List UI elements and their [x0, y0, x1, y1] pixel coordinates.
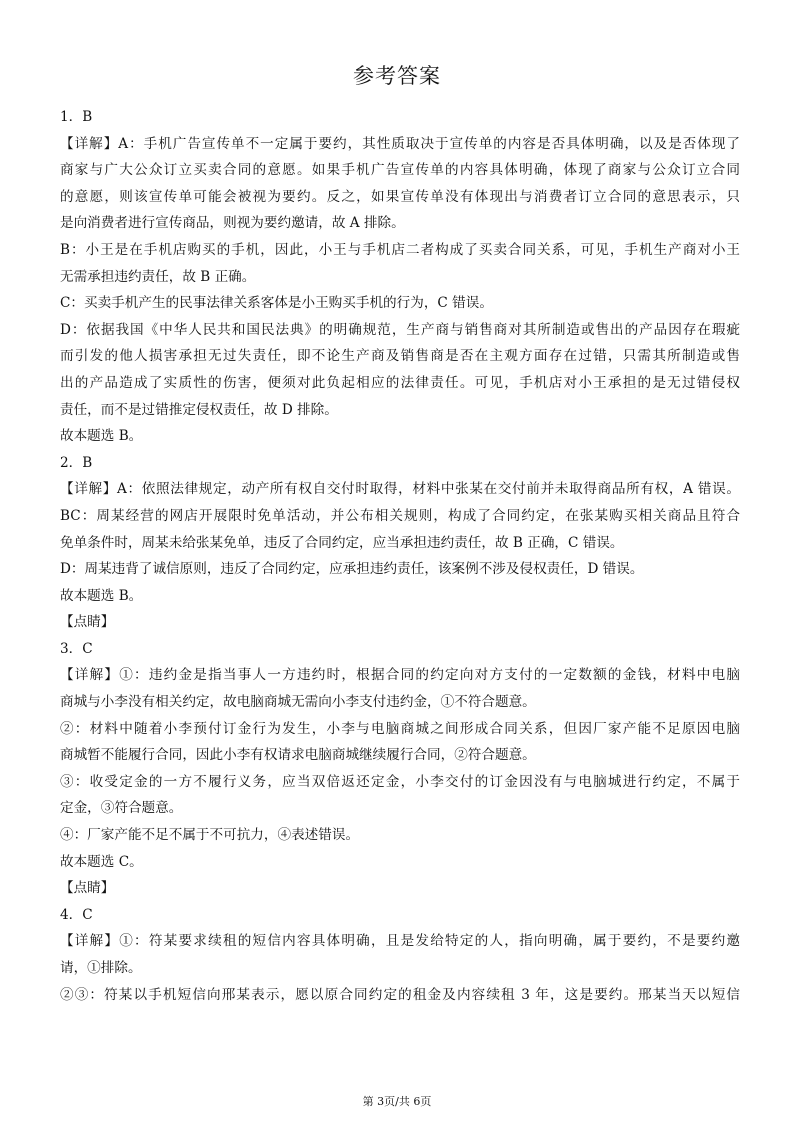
- text-line: ④：厂家产能不足不属于不可抗力，④表述错误。: [60, 827, 360, 844]
- text-line: 请，①排除。: [60, 960, 142, 976]
- text-line: 4．C: [60, 906, 93, 923]
- page-number: 第 3页/共 6页: [362, 1095, 432, 1108]
- page-title: 参考答案: [353, 64, 441, 88]
- text-line: 【详解】①：违约金是指当事人一方违约时，根据合同的约定向对方支付的一定数额的金钱，材料中电脑: [60, 667, 740, 684]
- text-line: ③：收受定金的一方不履行义务，应当双倍返还定金，小李交付的订金因没有与电脑城进行约定，不属于: [60, 773, 740, 790]
- text-line: 2．B: [60, 454, 93, 471]
- text-line: 商城与小李没有相关约定，故电脑商城无需向小李支付违约金，①不符合题意。: [60, 694, 536, 711]
- text-line: 定金，③符合题意。: [60, 800, 183, 817]
- text-line: 1．B: [60, 109, 93, 125]
- text-line: ②③：符某以手机短信向邢某表示，愿以原合同约定的租金及内容续租 3 年，这是要约。邢某当天以短信: [60, 986, 740, 1003]
- text-line: ②：材料中随着小李预付订金行为发生，小李与电脑商城之间形成合同关系，但因厂家产能不足原因电脑: [60, 720, 740, 737]
- text-line: 商家与广大公众订立买卖合同的意愿。如果手机广告宣传单的内容具体明确，体现了商家与公众订立合同: [60, 162, 740, 179]
- text-line: BC：周某经营的网店开展限时免单活动，并公布相关规则，构成了合同约定，在张某购买相关商品且符合: [60, 507, 740, 524]
- answer-body: [60, 104, 740, 1008]
- text-line: 责任，而不是过错推定侵权责任，故 D 排除。: [60, 401, 338, 418]
- text-line: B：小王是在手机店购买的手机，因此，小王与手机店二者构成了买卖合同关系，可见，手机生产商对小王: [60, 241, 740, 258]
- text-line: D：依据我国《中华人民共和国民法典》的明确规范，生产商与销售商对其所制造或售出的产品因存在瑕疵: [60, 321, 740, 338]
- text-line: 【详解】A：依照法律规定，动产所有权自交付时取得，材料中张某在交付前并未取得商品所有权，A 错误。: [60, 481, 740, 498]
- text-line: D：周某违背了诚信原则，违反了合同约定，应承担违约责任，该案例不涉及侵权责任，D 错误。: [60, 561, 644, 578]
- text-line: 故本题选 B。: [60, 428, 143, 445]
- text-line: 故本题选 C。: [60, 853, 143, 870]
- text-line: C：买卖手机产生的民事法律关系客体是小王购买手机的行为，C 错误。: [60, 295, 493, 312]
- text-line: 的意愿，则该宣传单可能会被视为要约。反之，如果宣传单没有体现出与消费者订立合同的意思表示，只: [60, 188, 740, 205]
- text-line: 出的产品造成了实质性的伤害，便须对此负起相应的法律责任。可见，手机店对小王承担的是无过错侵权: [60, 374, 740, 391]
- text-line: 【详解】①：符某要求续租的短信内容具体明确，且是发给特定的人，指向明确，属于要约，不是要约邀: [60, 933, 740, 950]
- text-line: 而引发的他人损害承担无过失责任，即不论生产商及销售商是否在主观方面存在过错，只需其所制造或售: [60, 348, 740, 365]
- text-line: 【点睛】: [60, 880, 115, 897]
- text-line: 3．C: [60, 640, 93, 657]
- text-line: 【点睛】: [60, 614, 115, 631]
- text-line: 是向消费者进行宣传商品，则视为要约邀请，故 A 排除。: [60, 215, 405, 232]
- text-line: 【详解】A：手机广告宣传单不一定属于要约，其性质取决于宣传单的内容是否具体明确，以及是否体现了: [60, 135, 740, 152]
- text-line: 故本题选 B。: [60, 587, 143, 604]
- text-line: 免单条件时，周某未给张某免单，违反了合同约定，应当承担违约责任，故 B 正确，C 错误。: [60, 534, 624, 551]
- text-line: 无需承担违约责任，故 B 正确。: [60, 268, 256, 285]
- text-line: 商城暂不能履行合同，因此小李有权请求电脑商城继续履行合同，②符合题意。: [60, 747, 536, 764]
